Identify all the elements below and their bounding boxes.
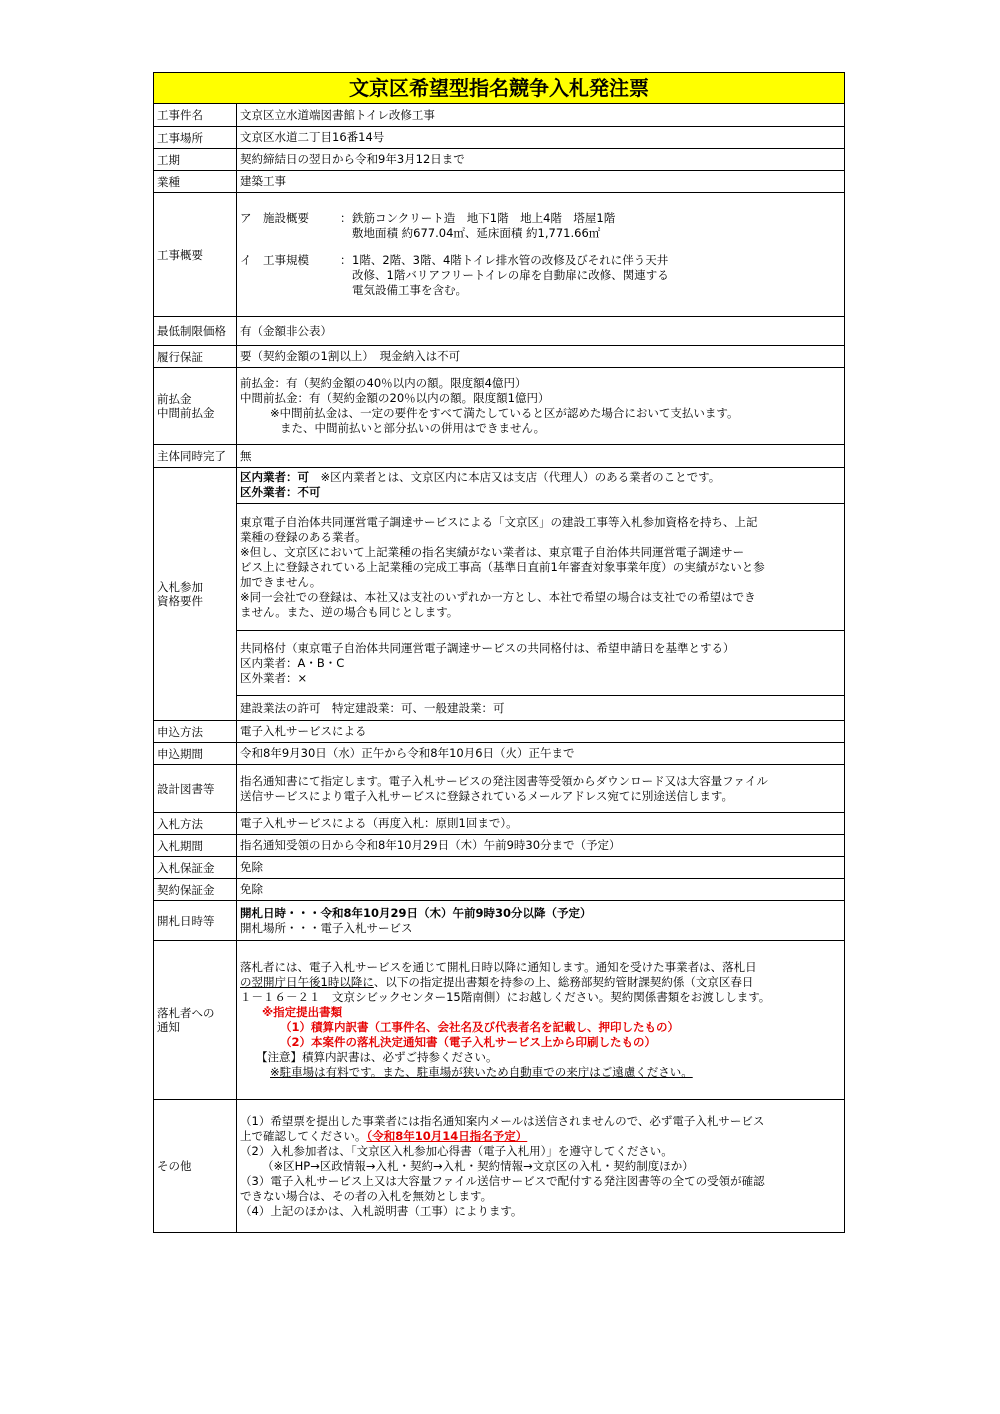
design-line: 送信サービスにより電子入札サービスに登録されているメールアドレス宛てに別途送信します。	[240, 788, 733, 803]
value-qualification	[237, 468, 844, 720]
overview-facility-key: ア 施設概要	[240, 211, 309, 225]
label-min-price: 最低制限価格	[154, 317, 237, 345]
value-design-docs	[237, 765, 844, 812]
row-performance-guarantee	[154, 346, 844, 368]
label-advance-line: 中間前払金	[157, 406, 215, 420]
qualification-rating	[237, 631, 844, 696]
inside-vendor-note: ※区内業者とは、文京区内に本店又は支店（代理人）のある業者のことです。	[309, 470, 721, 484]
row-work-type	[154, 171, 844, 193]
other-line: （3）電子入札サービス上又は大容量ファイル送信サービスで配付する発注図書等の全ての受領が確認	[240, 1173, 765, 1188]
row-bid-period	[154, 835, 844, 857]
qualification-registration	[237, 504, 844, 631]
winner-line: １－１６－２１ 文京シビックセンター15階南側）にお越しください。契約関係書類をお渡しします。	[240, 990, 771, 1004]
value-contract-deposit: 免除	[240, 882, 263, 896]
row-work-place	[154, 127, 844, 149]
overview-facility-colon: ：	[340, 211, 352, 225]
overview-scale-line: 電気設備工事を含む。	[352, 283, 467, 297]
value-work-overview	[237, 193, 844, 316]
value-work-name: 文京区立水道端図書館トイレ改修工事	[240, 107, 435, 122]
sheet-title: 文京区希望型指名競争入札発注票	[154, 73, 844, 104]
label-bid-period: 入札期間	[154, 835, 237, 856]
parking-note: ※駐車場は有料です。また、駐車場が狭いため自動車での来庁はご遠慮ください。	[270, 1065, 693, 1079]
overview-facility	[240, 211, 841, 241]
label-opening: 開札日時等	[154, 901, 237, 940]
value-min-price: 有（金額非公表）	[240, 323, 332, 338]
permit-text: 建設業法の許可 特定建設業：可、一般建設業：可	[240, 700, 505, 715]
qualification-location	[237, 468, 844, 504]
row-qualification	[154, 468, 844, 721]
required-doc-2: （2）本案件の落札決定通知書（電子入札サービス上から印刷したもの）	[280, 1035, 656, 1049]
label-design-docs: 設計図書等	[154, 765, 237, 812]
value-opening	[237, 901, 844, 940]
overview-scale-line: 1階、2階、3階、4階トイレ排水管の改修及びそれに伴う天井	[352, 253, 669, 267]
label-winner-line: 通知	[157, 1020, 180, 1034]
winner-line: 落札者には、電子入札サービスを通じて開札日時以降に通知します。通知を受けた事業者は、落札日	[240, 960, 757, 974]
overview-scale-key: イ 工事規模	[240, 253, 309, 267]
value-bid-period: 指名通知受領の日から令和8年10月29日（木）午前9時30分まで（予定）	[240, 838, 621, 852]
row-advance-payment	[154, 368, 844, 445]
row-work-period	[154, 149, 844, 171]
rating-line: 区内業者：A・B・C	[240, 655, 345, 670]
registration-line: ビス上に登録されている上記業種の完成工事高（基準日直前1年審査対象事業年度）の実績がないと参	[240, 559, 765, 574]
design-line: 指名通知書にて指定します。電子入札サービスの発注図書等受領からダウンロード又は大容量ファイル	[240, 773, 768, 788]
opening-place: 開札場所・・・電子入札サービス	[240, 920, 413, 935]
label-work-overview: 工事概要	[154, 193, 237, 316]
row-apply-method	[154, 721, 844, 743]
row-opening	[154, 901, 844, 941]
required-doc-1: （1）積算内訳書（工事件名、会社名及び代表者名を記載し、押印したもの）	[280, 1020, 679, 1034]
overview-scale-line: 改修、1階バリアフリートイレの扉を自動扉に改修、関連する	[352, 268, 669, 282]
label-work-period: 工期	[154, 149, 237, 170]
row-contract-deposit	[154, 879, 844, 901]
advance-note: また、中間前払いと部分払いの併用はできません。	[280, 421, 546, 435]
value-joint-completion: 無	[240, 448, 252, 463]
label-qualification-line: 資格要件	[157, 594, 203, 608]
required-docs-title: ※指定提出書類	[262, 1005, 343, 1019]
row-apply-period	[154, 743, 844, 765]
label-winner-line: 落札者への	[157, 1006, 215, 1020]
other-line: （4）上記のほかは、入札説明書（工事）によります。	[240, 1203, 523, 1218]
row-min-price	[154, 317, 844, 346]
value-bid-method: 電子入札サービスによる（再度入札：原則1回まで）。	[240, 816, 518, 830]
value-work-period: 契約締結日の翌日から令和9年3月12日まで	[240, 152, 465, 166]
value-performance-guarantee: 要（契約金額の1割以上） 現金納入は不可	[240, 349, 461, 363]
label-apply-method: 申込方法	[154, 721, 237, 742]
row-winner-notice	[154, 941, 844, 1100]
other-line: （1）希望票を提出した事業者には指名通知案内メールは送信されませんので、必ず電子入札サービス	[240, 1113, 765, 1128]
row-bid-method	[154, 813, 844, 835]
inside-vendor-label: 区内業者：可	[240, 470, 309, 484]
overview-scale	[240, 253, 841, 298]
advance-line: 中間前払金：有（契約金額の20％以内の額。限度額1億円）	[240, 391, 550, 405]
advance-line: 前払金：有（契約金額の40％以内の額。限度額4億円）	[240, 376, 527, 390]
value-advance-payment	[237, 368, 844, 444]
registration-line: ※但し、文京区において上記業種の指名実績がない業者は、東京電子自治体共同運営電子調達サー	[240, 544, 745, 559]
winner-note: 【注意】積算内訳書は、必ずご持参ください。	[256, 1050, 498, 1064]
row-bid-deposit	[154, 857, 844, 879]
row-other	[154, 1100, 844, 1232]
row-design-docs	[154, 765, 844, 813]
value-apply-method: 電子入札サービスによる	[240, 724, 367, 738]
registration-line: ※同一会社での登録は、本社又は支社のいずれか一方とし、本社で希望の場合は支社での希望はでき	[240, 589, 756, 604]
label-work-type: 業種	[154, 171, 237, 192]
outside-vendor-label: 区外業者：不可	[240, 485, 321, 499]
label-work-name: 工事件名	[154, 104, 237, 126]
opening-datetime: 開札日時・・・令和8年10月29日（木）午前9時30分以降（予定）	[240, 905, 592, 920]
registration-line: 加できません。	[240, 574, 322, 589]
overview-facility-line: 敷地面積 約677.04㎡、延床面積 約1,771.66㎡	[352, 226, 601, 240]
row-work-name	[154, 104, 844, 127]
winner-deadline: の翌開庁日午後1時以降に	[240, 975, 374, 989]
nomination-date: （令和8年10月14日指名予定）	[366, 1128, 528, 1143]
winner-line: 、以下の指定提出書類を持参の上、総務部契約管財課契約係（文京区春日	[373, 975, 754, 989]
registration-line: ません。また、逆の場合も同じとします。	[240, 604, 459, 619]
value-work-place: 文京区水道二丁目16番14号	[240, 130, 385, 144]
overview-scale-colon: ：	[340, 253, 352, 267]
value-other	[237, 1100, 844, 1232]
other-line: （2）入札参加者は、「文京区入札参加心得書（電子入札用）」を遵守してください。	[240, 1143, 673, 1158]
label-other: その他	[154, 1100, 237, 1232]
other-line: 上で確認してください。	[240, 1128, 367, 1143]
value-work-type: 建築工事	[240, 174, 286, 188]
label-performance-guarantee: 履行保証	[154, 346, 237, 367]
qualification-permit	[237, 696, 844, 720]
row-joint-completion	[154, 445, 844, 468]
label-bid-method: 入札方法	[154, 813, 237, 834]
value-apply-period: 令和8年9月30日（水）正午から令和8年10月6日（火）正午まで	[240, 746, 575, 760]
other-line: できない場合は、その者の入札を無効とします。	[240, 1188, 493, 1203]
label-qualification	[154, 468, 237, 720]
row-work-overview	[154, 193, 844, 317]
rating-line: 区外業者：×	[240, 670, 308, 685]
rating-line: 共同格付（東京電子自治体共同運営電子調達サービスの共同格付は、希望申請日を基準とする）	[240, 640, 735, 655]
registration-line: 東京電子自治体共同運営電子調達サービスによる「文京区」の建設工事等入札参加資格を持ち、上記	[240, 514, 758, 529]
label-work-place: 工事場所	[154, 127, 237, 148]
label-qualification-line: 入札参加	[157, 580, 203, 594]
label-joint-completion: 主体同時完了	[154, 445, 237, 467]
label-advance-payment	[154, 368, 237, 444]
overview-facility-line: 鉄筋コンクリート造 地下1階 地上4階 塔屋1階	[352, 211, 616, 225]
registration-line: 業種の登録のある業者。	[240, 529, 367, 544]
value-winner-notice	[237, 941, 844, 1099]
advance-note: ※中間前払金は、一定の要件をすべて満たしていると区が認めた場合において支払います。	[270, 406, 739, 420]
label-advance-line: 前払金	[157, 392, 192, 406]
label-contract-deposit: 契約保証金	[154, 879, 237, 900]
label-bid-deposit: 入札保証金	[154, 857, 237, 878]
other-line: （※区HP→区政情報→入札・契約→入札・契約情報→文京区の入札・契約制度ほか）	[262, 1158, 694, 1173]
label-winner-notice	[154, 941, 237, 1099]
order-sheet	[153, 72, 845, 1233]
value-bid-deposit: 免除	[240, 860, 263, 874]
label-apply-period: 申込期間	[154, 743, 237, 764]
